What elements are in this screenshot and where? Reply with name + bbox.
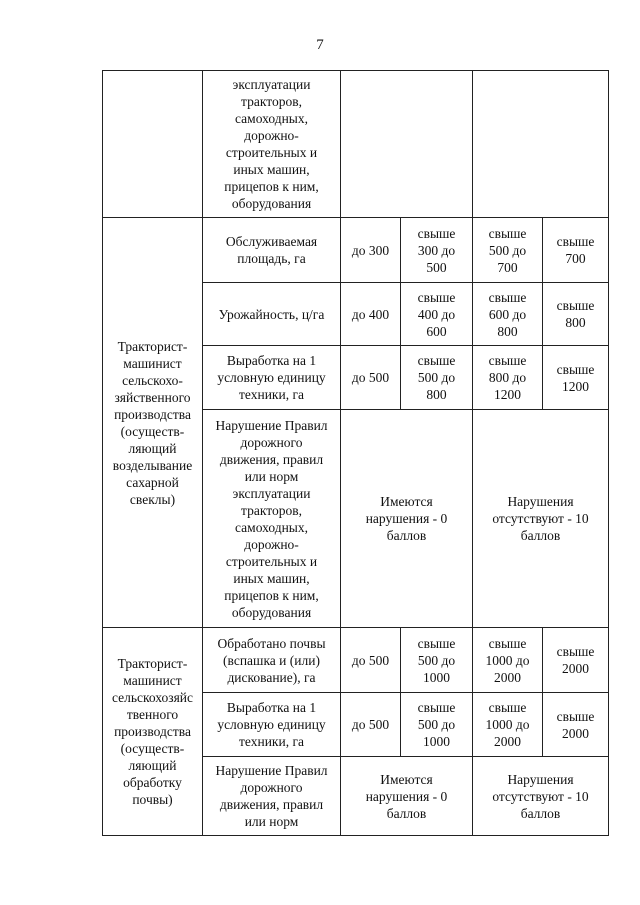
value-cell: свыше 500 до 800 (401, 346, 473, 410)
criterion-cell: эксплуатации тракторов, самоходных, дорожно- строительных и иных машин, прицепов к ним, оборудования (203, 71, 341, 218)
profession-cell: Тракторист- машинист сельскохо- зяйственного производства (осуществ- ляющий возделывание сахарной свеклы) (103, 218, 203, 628)
criterion-cell: Урожайность, ц/га (203, 283, 341, 346)
value-cell: свыше 700 (543, 218, 609, 283)
value-cell: свыше 1000 до 2000 (473, 693, 543, 757)
value-cell: свыше 1200 (543, 346, 609, 410)
profession-cell-empty (103, 71, 203, 218)
table-row (103, 628, 609, 693)
empty-cell (341, 71, 473, 218)
criteria-table (102, 70, 609, 836)
value-cell: свыше 2000 (543, 628, 609, 693)
table-row (103, 218, 609, 283)
criterion-cell: Выработка на 1 условную единицу техники, га (203, 346, 341, 410)
value-cell: свыше 500 до 700 (473, 218, 543, 283)
violation-present-cell: Имеются нарушения - 0 баллов (341, 410, 473, 628)
profession-cell: Тракторист- машинист сельскохозяйс твенного производства (осуществ- ляющий обработку почвы) (103, 628, 203, 836)
value-cell: свыше 2000 (543, 693, 609, 757)
criterion-cell: Нарушение Правил дорожного движения, правил или норм эксплуатации тракторов, самоходных, дорожно- строительных и иных машин, прицепов к ним, оборудования (203, 410, 341, 628)
criterion-cell: Обработано почвы (вспашка и (или) дискование), га (203, 628, 341, 693)
value-cell: свыше 500 до 1000 (401, 693, 473, 757)
value-cell: до 300 (341, 218, 401, 283)
value-cell: свыше 600 до 800 (473, 283, 543, 346)
violation-absent-cell: Нарушения отсутствуют - 10 баллов (473, 757, 609, 836)
value-cell: свыше 1000 до 2000 (473, 628, 543, 693)
value-cell: до 400 (341, 283, 401, 346)
violation-absent-cell: Нарушения отсутствуют - 10 баллов (473, 410, 609, 628)
page-number: 7 (316, 37, 324, 53)
value-cell: свыше 400 до 600 (401, 283, 473, 346)
table-row (103, 71, 609, 218)
value-cell: до 500 (341, 346, 401, 410)
value-cell: свыше 500 до 1000 (401, 628, 473, 693)
value-cell: свыше 300 до 500 (401, 218, 473, 283)
criterion-cell: Нарушение Правил дорожного движения, правил или норм (203, 757, 341, 836)
violation-present-cell: Имеются нарушения - 0 баллов (341, 757, 473, 836)
empty-cell (473, 71, 609, 218)
criterion-cell: Обслуживаемая площадь, га (203, 218, 341, 283)
criterion-cell: Выработка на 1 условную единицу техники, га (203, 693, 341, 757)
value-cell: свыше 800 до 1200 (473, 346, 543, 410)
value-cell: свыше 800 (543, 283, 609, 346)
value-cell: до 500 (341, 693, 401, 757)
value-cell: до 500 (341, 628, 401, 693)
